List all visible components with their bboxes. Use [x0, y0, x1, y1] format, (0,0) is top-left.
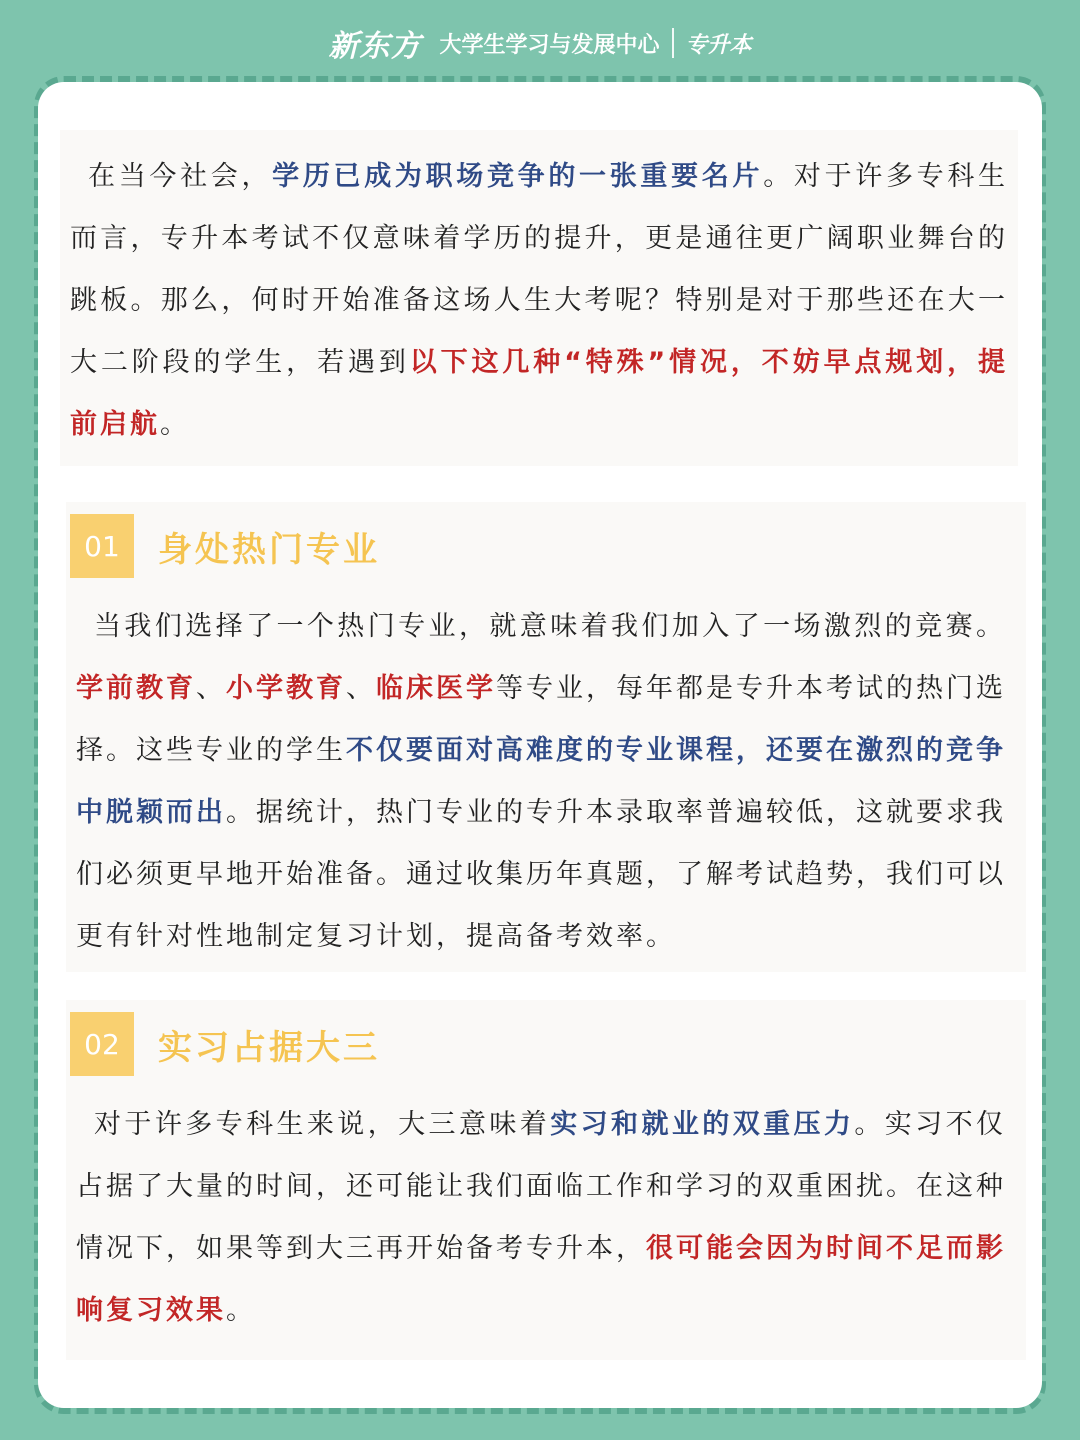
section-01-title: 身处热门专业 — [158, 529, 380, 570]
section-02-number: 02 — [70, 1012, 134, 1076]
section-02-body — [76, 1094, 1006, 1342]
section-01-number: 01 — [70, 514, 134, 578]
header — [0, 0, 1080, 86]
header-divider — [672, 28, 674, 58]
intro-block — [60, 130, 1018, 466]
s1-text-4: 等专业，每年都是专升本考试的热门选择。这些专业的学生 — [76, 673, 1006, 766]
center-name: 大学生学习与发展中心 — [439, 32, 660, 58]
section-02-header — [70, 1012, 380, 1076]
s1-text-1: 当我们选择了一个热门专业，就意味着我们加入了一场激烈的竞赛。 — [94, 611, 1006, 642]
section-02-paragraph — [76, 1094, 1006, 1342]
s2-text-2: 。实习不仅占据了大量的时间，还可能让我们面临工作和学习的双重困扰。在这种情况下，如果等到大三再开始备考专升本， — [76, 1109, 1007, 1264]
section-01-paragraph — [76, 596, 1006, 968]
intro-text-1: 在当今社会， — [88, 161, 273, 192]
program-tag: 专升本 — [685, 32, 752, 58]
brand-logo: 新东方 — [328, 29, 422, 64]
s1-highlight-blue: 不仅要面对高难度的专业课程，还要在激烈的竞争中脱颖而出 — [76, 735, 1006, 828]
s1-highlight-red-3: 临床医学 — [376, 673, 496, 704]
section-01-header — [70, 514, 380, 578]
section-02-title: 实习占据大三 — [158, 1027, 380, 1068]
s2-text-1: 对于许多专科生来说，大三意味着 — [94, 1109, 551, 1140]
intro-text-3: 。 — [160, 409, 190, 440]
intro-paragraph — [70, 146, 1008, 456]
intro-highlight-red: 以下这几种“特殊”情况，不妨早点规划，提前启航 — [70, 347, 1008, 440]
intro-highlight-blue: 学历已成为职场竞争的一张重要名片 — [272, 161, 764, 192]
s1-text-2: 、 — [196, 673, 226, 704]
s1-highlight-red-2: 小学教育 — [226, 673, 346, 704]
s1-text-3: 、 — [346, 673, 376, 704]
s2-highlight-red: 很可能会因为时间不足而影响复习效果 — [76, 1233, 1006, 1326]
s2-highlight-blue: 实习和就业的双重压力 — [550, 1109, 855, 1140]
s1-highlight-red-1: 学前教育 — [76, 673, 196, 704]
s2-text-3: 。 — [226, 1295, 256, 1326]
intro-text-2: 。对于许多专科生而言，专升本考试不仅意味着学历的提升，更是通往更广阔职业舞台的跳板。那么，何时开始准备这场人生大考呢？特别是对于那些还在大一大二阶段的学生，若遇到 — [70, 161, 1009, 378]
section-01-body — [76, 596, 1006, 968]
s1-text-5: 。据统计，热门专业的专升本录取率普遍较低，这就要求我们必须更早地开始准备。通过收集历年真题，了解考试趋势，我们可以更有针对性地制定复习计划，提高备考效率。 — [76, 797, 1006, 952]
